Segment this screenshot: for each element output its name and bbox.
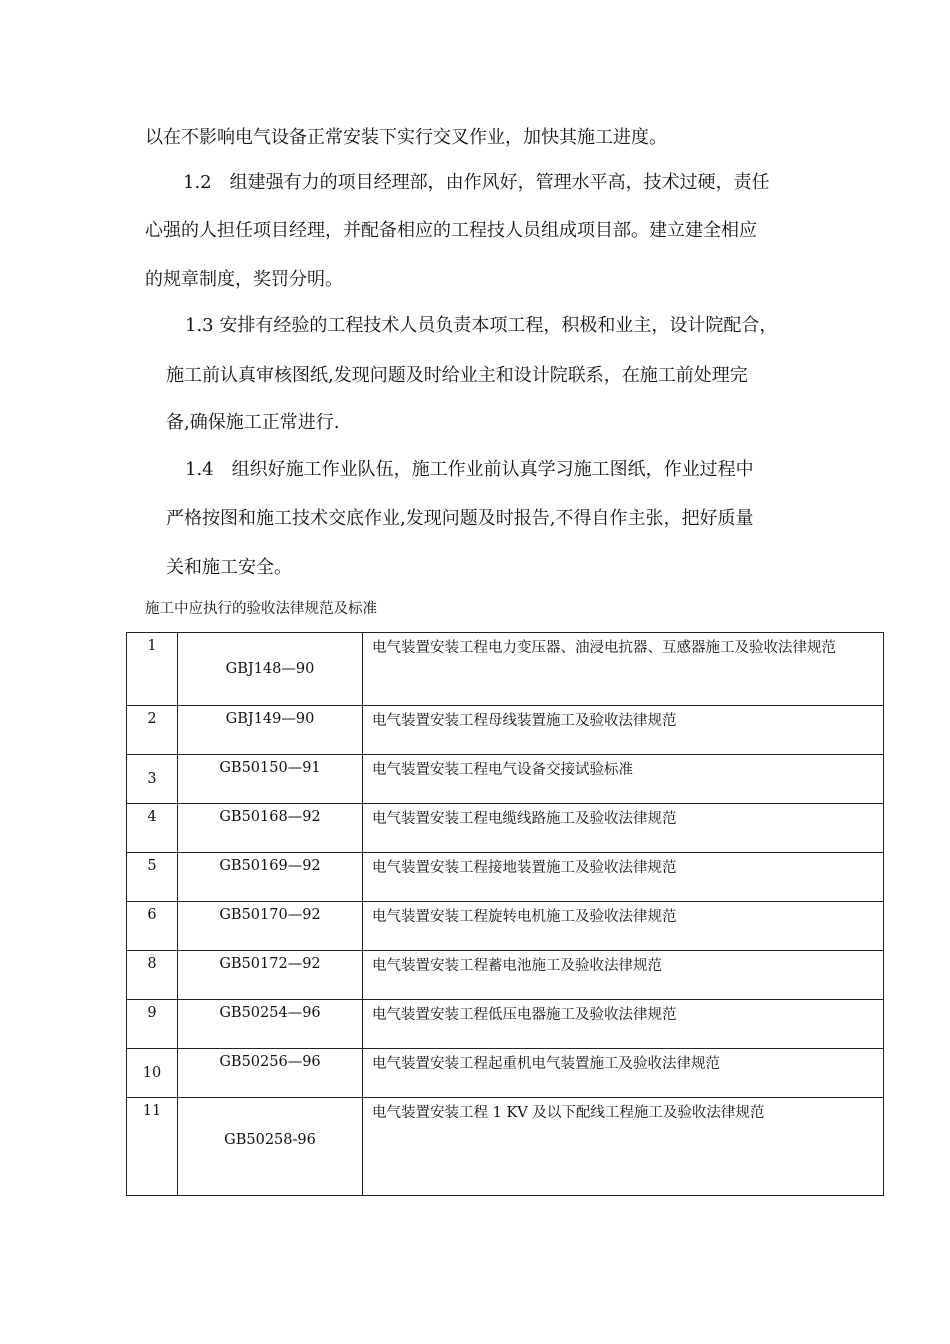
table-row: [127, 633, 884, 706]
paragraph-line: 心强的人担任项目经理，并配备相应的工程技人员组成项目部。建立建全相应: [145, 220, 757, 241]
paragraph-line: 备,确保施工正常进行.: [166, 412, 340, 433]
standard-code: GB50150—91: [178, 755, 363, 804]
table-row: [127, 853, 884, 902]
standard-description: 电气装置安装工程电缆线路施工及验收法律规范: [363, 804, 884, 853]
paragraph-line: 施工前认真审核图纸,发现问题及时给业主和设计院联系，在施工前处理完: [166, 365, 748, 386]
paragraph-line: 1.4 组织好施工作业队伍，施工作业前认真学习施工图纸，作业过程中: [185, 459, 754, 480]
row-number: 10: [127, 1049, 178, 1098]
standard-description: 电气装置安装工程电力变压器、油浸电抗器、互感器施工及验收法律规范: [363, 633, 884, 706]
table-row: [127, 804, 884, 853]
row-number: 2: [127, 706, 178, 755]
paragraph-line: 1.2 组建强有力的项目经理部，由作风好，管理水平高，技术过硬，责任: [183, 172, 770, 193]
standard-description: 电气装置安装工程 1 KV 及以下配线工程施工及验收法律规范: [363, 1098, 884, 1196]
standard-code: GBJ148—90: [178, 633, 363, 706]
table-row: [127, 1098, 884, 1196]
row-number: 5: [127, 853, 178, 902]
standard-code: GB50258-96: [178, 1098, 363, 1196]
paragraph-line: 关和施工安全。: [166, 557, 292, 578]
standard-code: GB50256—96: [178, 1049, 363, 1098]
paragraph-line: 的规章制度，奖罚分明。: [145, 269, 343, 290]
row-number: 1: [127, 633, 178, 706]
paragraph-line: 以在不影响电气设备正常安装下实行交叉作业，加快其施工进度。: [145, 127, 667, 148]
row-number: 4: [127, 804, 178, 853]
row-number: 9: [127, 1000, 178, 1049]
paragraph-line: 1.3 安排有经验的工程技术人员负责本项工程，积极和业主，设计院配合，: [185, 315, 778, 336]
standard-code: GBJ149—90: [178, 706, 363, 755]
standard-description: 电气装置安装工程母线装置施工及验收法律规范: [363, 706, 884, 755]
standard-code: GB50172—92: [178, 951, 363, 1000]
standards-table: [126, 632, 884, 1196]
table-caption: 施工中应执行的验收法律规范及标准: [145, 601, 377, 617]
standard-code: GB50170—92: [178, 902, 363, 951]
standard-description: 电气装置安装工程起重机电气装置施工及验收法律规范: [363, 1049, 884, 1098]
standard-code: GB50254—96: [178, 1000, 363, 1049]
table-row: [127, 902, 884, 951]
paragraph-line: 严格按图和施工技术交底作业,发现问题及时报告,不得自作主张，把好质量: [166, 508, 754, 529]
table-row: [127, 1049, 884, 1098]
row-number: 8: [127, 951, 178, 1000]
table-row: [127, 755, 884, 804]
table-row: [127, 951, 884, 1000]
row-number: 3: [127, 755, 178, 804]
standard-description: 电气装置安装工程蓄电池施工及验收法律规范: [363, 951, 884, 1000]
row-number: 6: [127, 902, 178, 951]
standard-description: 电气装置安装工程旋转电机施工及验收法律规范: [363, 902, 884, 951]
table-row: [127, 1000, 884, 1049]
standard-description: 电气装置安装工程电气设备交接试验标准: [363, 755, 884, 804]
standard-code: GB50169—92: [178, 853, 363, 902]
standard-description: 电气装置安装工程接地装置施工及验收法律规范: [363, 853, 884, 902]
table-row: [127, 706, 884, 755]
standard-code: GB50168—92: [178, 804, 363, 853]
standard-description: 电气装置安装工程低压电器施工及验收法律规范: [363, 1000, 884, 1049]
row-number: 11: [127, 1098, 178, 1196]
